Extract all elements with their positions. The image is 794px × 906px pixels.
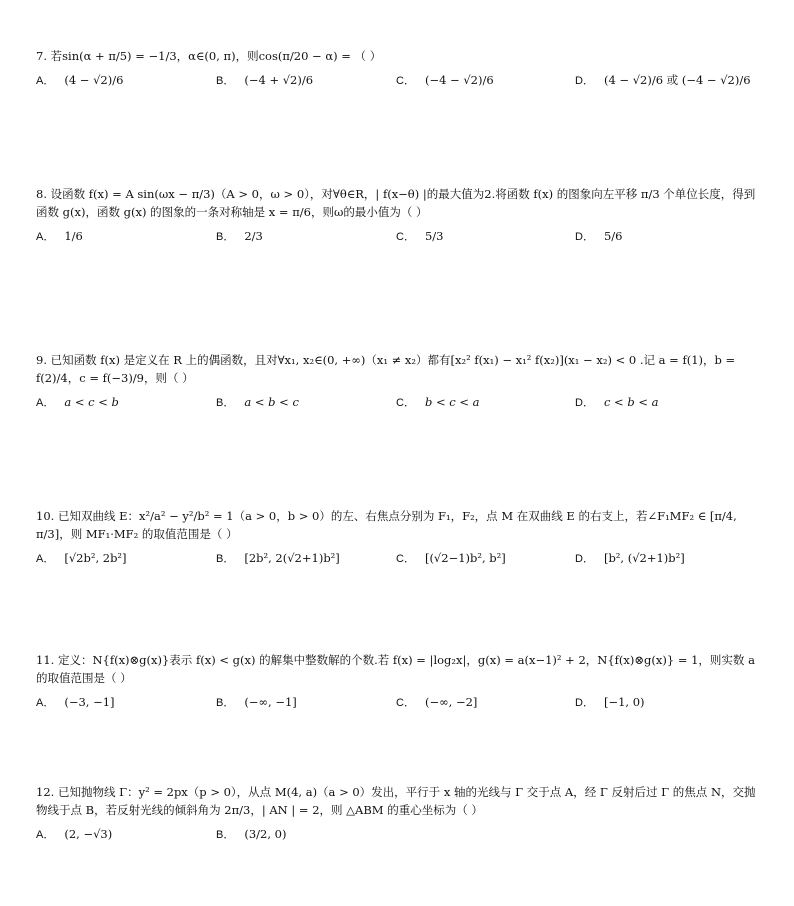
option-a[interactable] [36, 72, 123, 90]
options-row [36, 550, 758, 584]
option-label: C． [396, 552, 415, 565]
option-b[interactable] [216, 394, 299, 412]
option-b[interactable] [216, 550, 340, 568]
option-text: [√2b², 2b²] [64, 550, 127, 565]
option-label: B． [216, 230, 235, 243]
option-d[interactable] [575, 228, 622, 246]
option-a[interactable] [36, 550, 127, 568]
option-text: a < c < b [64, 394, 119, 409]
question-11 [36, 652, 758, 728]
option-b[interactable] [216, 826, 286, 844]
option-text: (−4 − √2)/6 [424, 72, 494, 87]
options-row [36, 826, 758, 860]
option-text: (4 − √2)/6 [64, 72, 124, 87]
option-text: (−∞, −2] [424, 694, 478, 709]
question-7 [36, 48, 758, 106]
option-c[interactable] [396, 694, 477, 712]
option-d[interactable] [575, 72, 751, 90]
option-a[interactable] [36, 394, 119, 412]
option-label: D． [575, 230, 594, 243]
question-stem: 8. 设函数 f(x) = A sin(ωx − π/3)（A > 0，ω > 0），对∀θ∈R，| f(x−θ) |的最大值为2.将函数 f(x) 的图象向左平移 π/3 个单位长度，得到函数 g(x)，函数 g(x) 的图象的一条对称轴是 x = π/6，则ω的最小值为（ ） [36, 187, 756, 219]
option-text: [(√2−1)b², b²] [424, 550, 506, 565]
option-text: 2/3 [244, 228, 263, 243]
option-text: a < b < c [244, 394, 299, 409]
option-label: A． [36, 552, 55, 565]
option-label: C． [396, 230, 415, 243]
option-d[interactable] [575, 550, 685, 568]
option-text: 1/6 [64, 228, 83, 243]
question-stem: 12. 已知抛物线 Γ：y² = 2px（p > 0），从点 M(4, a)（a > 0）发出，平行于 x 轴的光线与 Γ 交于点 A，经 Γ 反射后过 Γ 的焦点 N，交抛物线于点 B，若反射光线的倾斜角为 2π/3，| AN | = 2，则 △ABM 的重心坐标为（ ） [36, 785, 756, 817]
option-a[interactable] [36, 228, 83, 246]
option-text: [b², (√2+1)b²] [603, 550, 685, 565]
option-label: A． [36, 828, 55, 841]
option-b[interactable] [216, 694, 297, 712]
option-a[interactable] [36, 826, 112, 844]
option-d[interactable] [575, 394, 659, 412]
option-label: B． [216, 828, 235, 841]
option-c[interactable] [396, 394, 480, 412]
option-text: (−3, −1] [64, 694, 115, 709]
option-text: [2b², 2(√2+1)b²] [244, 550, 340, 565]
option-text: b < c < a [424, 394, 480, 409]
option-text: (3/2, 0) [244, 826, 287, 841]
option-label: D． [575, 552, 594, 565]
option-label: A． [36, 230, 55, 243]
options-row [36, 394, 758, 428]
option-text: 5/6 [603, 228, 623, 243]
option-c[interactable] [396, 550, 506, 568]
option-text: [−1, 0) [603, 694, 645, 709]
option-c[interactable] [396, 72, 494, 90]
options-row [36, 228, 758, 262]
option-b[interactable] [216, 228, 263, 246]
option-label: B． [216, 696, 235, 709]
options-row [36, 694, 758, 728]
question-stem: 7. 若sin(α + π/5) = −1/3，α∈(0, π)，则cos(π/20 − α) = （ ） [36, 49, 382, 63]
question-stem: 9. 已知函数 f(x) 是定义在 R 上的偶函数，且对∀x₁, x₂∈(0, +∞)（x₁ ≠ x₂）都有[x₂² f(x₁) − x₁² f(x₂)](x₁ − x₂) < 0 .记 a = f(1)，b = f(2)/4，c = f(−3)/9，则（ ） [36, 353, 736, 385]
option-text: 5/3 [424, 228, 444, 243]
option-label: A． [36, 396, 55, 409]
option-b[interactable] [216, 72, 313, 90]
option-label: B． [216, 552, 235, 565]
option-text: (−∞, −1] [244, 694, 297, 709]
question-stem: 10. 已知双曲线 E：x²/a² − y²/b² = 1（a > 0，b > 0）的左、右焦点分别为 F₁，F₂，点 M 在双曲线 E 的右支上，若∠F₁MF₂ ∈ [π/4, π/3]，则 MF₁·MF₂ 的取值范围是（ ） [36, 509, 737, 541]
option-a[interactable] [36, 694, 115, 712]
question-9 [36, 352, 758, 428]
option-label: D． [575, 696, 594, 709]
question-8 [36, 186, 758, 262]
question-10 [36, 508, 758, 584]
option-label: A． [36, 696, 55, 709]
option-label: D． [575, 74, 594, 87]
option-label: C． [396, 74, 415, 87]
option-d[interactable] [575, 694, 645, 712]
option-c[interactable] [396, 228, 443, 246]
option-label: C． [396, 696, 415, 709]
option-label: B． [216, 396, 235, 409]
option-text: c < b < a [603, 394, 659, 409]
option-text: (2, −√3) [64, 826, 113, 841]
question-12 [36, 784, 758, 860]
option-text: (4 − √2)/6 或 (−4 − √2)/6 [603, 72, 751, 87]
option-label: A． [36, 74, 55, 87]
question-stem: 11. 定义：N{f(x)⊗g(x)}表示 f(x) < g(x) 的解集中整数解的个数.若 f(x) = |log₂x|，g(x) = a(x−1)² + 2，N{f(x)⊗g(x)} = 1，则实数 a 的取值范围是（ ） [36, 653, 755, 685]
options-row [36, 72, 758, 106]
option-text: (−4 + √2)/6 [244, 72, 314, 87]
option-label: D． [575, 396, 594, 409]
option-label: C． [396, 396, 415, 409]
option-label: B． [216, 74, 235, 87]
